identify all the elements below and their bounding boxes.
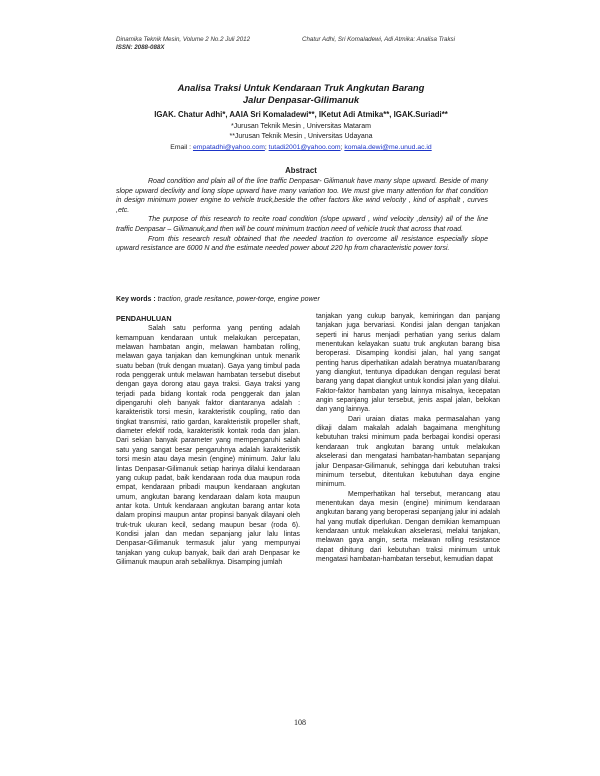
issn: ISSN: 2088-088X — [116, 44, 165, 51]
affiliation-1: *Jurusan Teknik Mesin , Universitas Mataram — [231, 123, 371, 130]
email-link-1[interactable]: empatadhi@yahoo.com — [192, 144, 265, 151]
running-header-authors: Chatur Adhi, Sri Komaladewi, Adi Atmika: Analisa Traksi — [302, 36, 456, 43]
keywords-text: traction, grade resitance, power-torqe, engine power — [157, 296, 320, 303]
body-paragraph: tanjakan yang cukup banyak, kemiringan dan panjang tanjakan juga bervariasi. Kondisi jalan dengan tanjakan seperti ini harus menjadi perhatian yang serius dalam menentukan kelayakan suatu truk angkutan barang bisa beroperasi. Disamping kondisi jalan, hal yang sangat penting harus diperhatikan adalah beratnya muatan/barang yang diangkut, tentunya dipadukan dengan regulasi berat barang yang dapat diangkut untuk kondisi jalan yang dilalui. Faktor-faktor hambatan yang lainnya misalnya, kecepatan angin sepanjang jalur tersebut, jenis aspal jalan, belokan dan yang lainnya. — [316, 313, 500, 414]
paper-title — [116, 82, 486, 106]
title-line-1: Analisa Traksi Untuk Kendaraan Truk Angkutan Barang — [177, 82, 425, 93]
email-link-2[interactable]: tutadi2001@yahoo.com — [268, 144, 341, 151]
body-paragraph: Dari uraian diatas maka permasalahan yang dikaji dalam makalah adalah bagaimana menghitung kebutuhan traksi minimum pada berbagai kondisi operasi kendaraan truk angkutan barang untuk melakukan akselerasi dan mengatasi hambatan-hambatan sepanjang jalur Denpasar-Gilimanuk, sehingga dari kebutuhan traksi minimum tersebut, ditentukan kebutuhan daya engine minimum. — [316, 415, 500, 489]
abstract-heading: Abstract — [285, 166, 317, 175]
keywords — [116, 296, 488, 303]
abstract-paragraph: Road condition and plain all of the line traffic Denpasar- Gilimanuk have many slope upward. Beside of many slope upward declivity and long slope upward have many variation too. We must give many attention for that condition in design minimum power engine to vehicle truck,beside the other factors like wind velocity , kind of asphalt , curves ,etc. — [116, 178, 488, 214]
body-column-left — [116, 314, 300, 567]
email-line — [116, 144, 486, 151]
email-link-3[interactable]: komala.dewi@me.unud.ac.id — [344, 144, 432, 151]
page-number: 108 — [294, 718, 306, 727]
email-separator: ; — [264, 144, 267, 151]
body-paragraph: Memperhatikan hal tersebut, merancang atau menentukan daya mesin (engine) minimum kendaraan angkutan barang yang beroperasi sepanjang jalur ini adalah hal yang mutlak diperlukan. Dengan demikian kemampuan kendaraan untuk melakukan akselerasi, melalui tanjakan, melawan gaya angin, serta melawan rolling resistance dapat dihitung dari kebutuhan traksi minimum untuk mengatasi hambatan-hambatan tersebut, kemudian dapat — [316, 490, 500, 563]
title-line-2: Jalur Denpasar-Gilimanuk — [242, 94, 360, 105]
body-paragraph: Salah satu performa yang penting adalah kemampuan kendaraan untuk melakukan percepatan, melawan hambatan angin, melawan hambatan rolling, melawan gaya tanjakan dan kemungkinan untuk menarik suatu beban (truk dengan muatan). Gaya yang timbul pada roda penggerak untuk melawan hambatan tersebut disebut dengan gaya dorong atau gaya traksi. Gaya traksi yang terjadi pada bidang kontak roda penggerak dan jalan dipengaruhi oleh banyak faktor diantaranya adalah : karakteristik torsi mesin, karakteristik coupling, ratio dan tingkat transmisi, ratio gardan, karakteristik propeller shaft, diameter efektif roda, karakteristik kontak roda dan jalan. Dari sekian banyak parameter yang mempengaruhi salah satu yang sangat besar pengaruhnya adalah karakteristik torsi mesin atau daya mesin (engine) minimum. Jalur lalu lintas Denpasar-Gilimanuk setiap harinya dilalui kendaraan yang cukup padat, baik kendaraan roda dua maupun roda empat, kendaraan pribadi maupun kendaraan angkutan umum, angkutan barang kendaraan dalam kota maupun antar kota. Untuk kendaraan angkutan barang antar kota dalam propinsi maupun antar propinsi banyak dilayani oleh truk-truk ukuran kecil, sedang maupun besar (roda 6). Kondisi jalan dan medan sepanjang jalur lalu lintas Denpasar-Gilimanuk termasuk jalur yang mempunyai tanjakan yang cukup banyak, baik dari arah Denpasar ke Gilimanuk maupun arah sebaliknya. Disamping jumlah — [116, 325, 300, 566]
running-header-journal — [116, 36, 316, 52]
email-label: Email : — [170, 144, 192, 151]
abstract-paragraph: From this research result obtained that the needed traction to overcome all resistance especially slope upward resistance are 6000 N and the estimate needed power about 220 hp from characteristic power torsi. — [116, 235, 488, 253]
abstract-body — [116, 177, 488, 254]
abstract-paragraph: The purpose of this research to recite road condition (slope upward , wind velocity ,density) all of the line traffic Denpasar – Gilimanuk,and then will be count minimum traction need of vehicle truck that across that road. — [116, 216, 488, 233]
email-separator: ; — [340, 144, 343, 151]
journal-citation: Dinamika Teknik Mesin, Volume 2 No.2 Juli 2012 — [116, 36, 251, 43]
body-column-right — [316, 312, 500, 564]
keywords-label: Key words : — [116, 296, 156, 303]
affiliation-2: **Jurusan Teknik Mesin , Universitas Udayana — [229, 133, 373, 140]
author-list: IGAK. Chatur Adhi*, AAIA Sri Komaladewi**, IKetut Adi Atmika**, IGAK.Suriadi** — [154, 110, 448, 119]
section-heading: PENDAHULUAN — [116, 314, 172, 323]
